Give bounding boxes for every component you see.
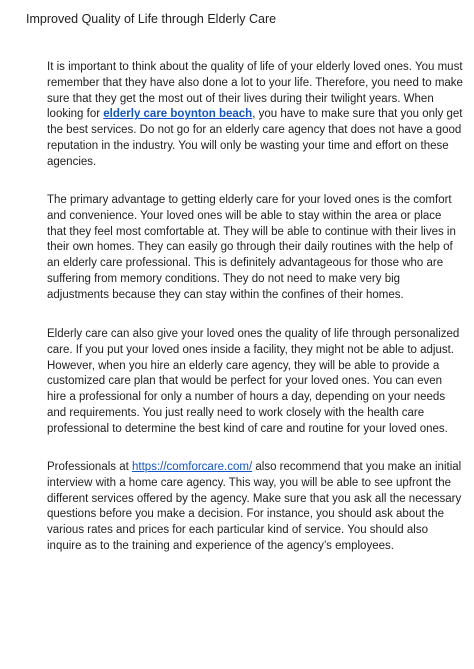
paragraph-text: , you have to make sure that you only get the best services. Do not go for an elderly care agency that does not have a good reputation in the industry. You will only be wasting your time and effort on these agencies.	[47, 108, 463, 168]
comforcare-link[interactable]: https://comforcare.com/	[132, 461, 253, 473]
paragraph-professionals	[47, 460, 463, 555]
paragraph-text: also recommend that you make an initial interview with a home care agency. This way, you will be able to see upfront the different services offered by the agency. Make sure that you ask all the necessary questions before you make a decision. For instance, you should ask about the various rates and prices for each particular kind of service. You should also inquire as to the training and experience of the agency’s employees.	[47, 461, 462, 552]
paragraph-personalized-care: Elderly care can also give your loved ones the quality of life through personalized care. If you put your loved ones inside a facility, they might not be able to adjust. However, when you hire an elderly care agency, they will be able to provide a customized care plan that would be perfect for your loved ones. You can even hire a professional for only a number of hours a day, depending on your needs and requirements. You just really need to work closely with the health care professional to determine the best kind of care and routine for your loved ones.	[47, 328, 460, 435]
paragraph-text: It is important to think about the quality of life of your elderly loved ones. You must remember that they have also done a lot to your life. Therefore, you need to make sure that they get the most out of their lives during their twilight years. When looking for	[47, 61, 463, 121]
paragraph-text: Professionals at	[47, 461, 133, 473]
elderly-care-boynton-beach-link[interactable]: elderly care boynton beach	[103, 108, 253, 121]
paragraph-elderly-care-importance	[47, 60, 463, 170]
document-title: Improved Quality of Life through Elderly Care	[26, 12, 277, 26]
paragraph-primary-advantage: The primary advantage to getting elderly care for your loved ones is the comfort and convenience. Your loved ones will be able to stay within the area or place that they feel most comfortable at. They will be able to continue with their lives in their own homes. They can easily go through their daily routines with the help of an elderly care professional. This is definitely advantageous for those who are suffering from memory conditions. They do not need to make very big adjustments because they can stay within the confines of their homes.	[47, 194, 456, 301]
